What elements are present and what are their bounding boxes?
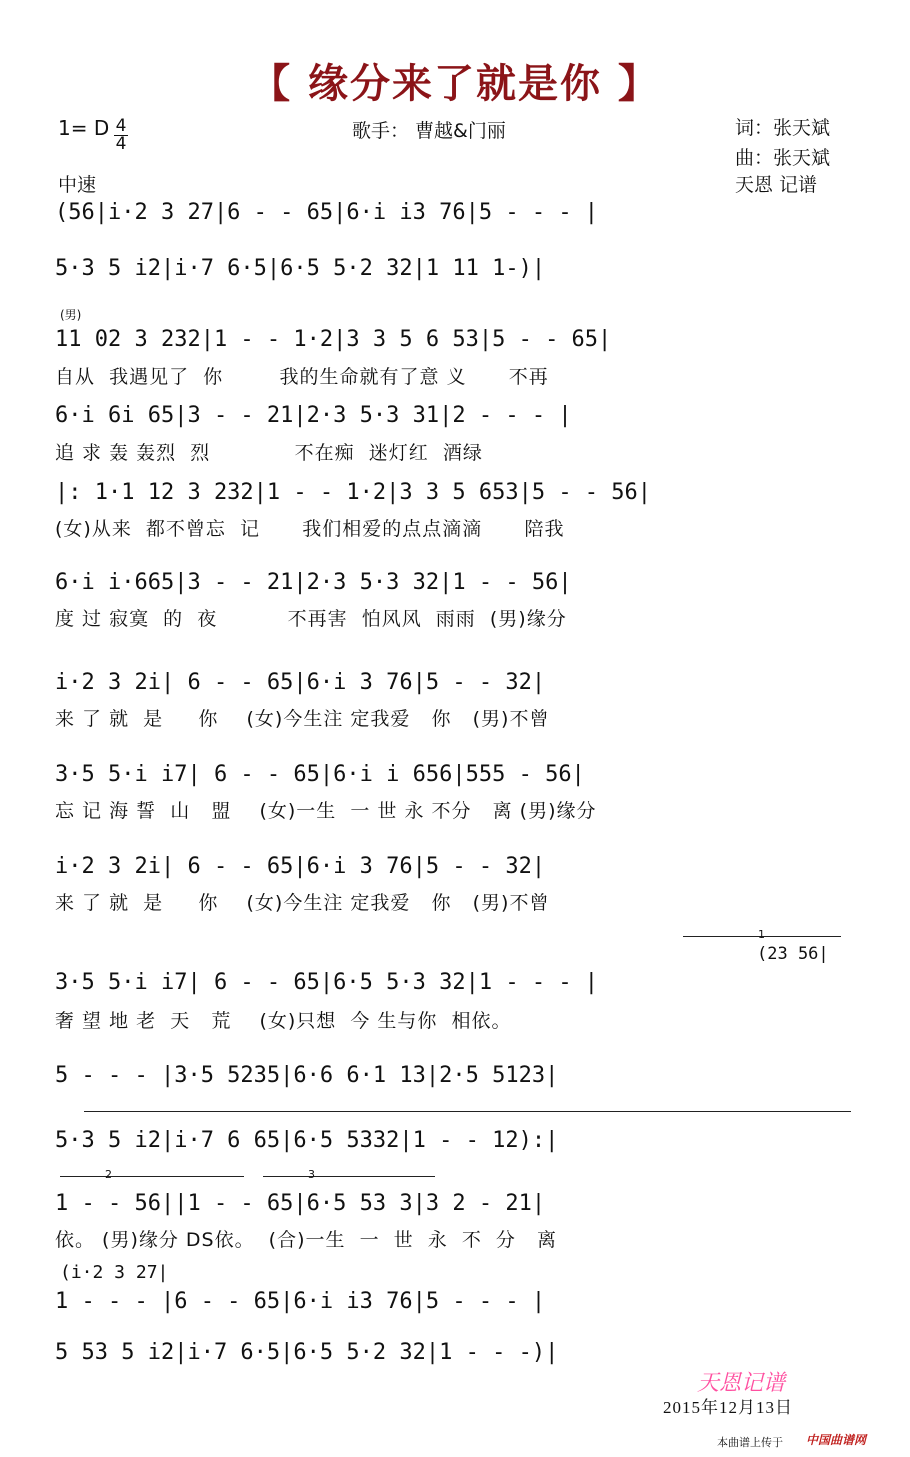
lyrics-row-4: 追 求 轰 轰烈 烈 不在痴 迷灯红 酒绿 [55, 442, 483, 464]
date: 2015年12月13日 [663, 1398, 793, 1417]
transcriber: 天恩 记谱 [735, 174, 818, 196]
footer-text: 本曲谱上传于 [717, 1436, 783, 1449]
volta-line-2 [60, 1176, 244, 1177]
singer: 歌手： 曹越&门丽 [352, 120, 506, 142]
volta-1-notes: (23 56| [757, 944, 829, 964]
site-logo[interactable]: 中国曲谱网 [806, 1433, 867, 1447]
page-title: 【 缘分来了就是你 】 [250, 61, 660, 107]
volta-1-label: 1 [758, 928, 765, 941]
score-row-11: 5 - - - |3·5 5235|6·6 6·1 13|2·5 5123| [55, 1063, 559, 1088]
volta-2-label: 2 [105, 1168, 112, 1181]
score-row-12: 5·3 5 i2|i·7 6 65|6·5 5332|1 - - 12):| [55, 1128, 559, 1153]
repeat-span-line [84, 1111, 851, 1112]
score-row-2: 5·3 5 i2|i·7 6·5|6·5 5·2 32|1 11 1-)| [55, 256, 546, 281]
score-row-5: |: 1·1 12 3 232|1 - - 1·2|3 3 5 653|5 - - 56| [55, 480, 652, 505]
lyrics-row-8: 忘 记 海 誓 山 盟 (女)一生 一 世 永 不分 离 (男)缘分 [55, 800, 597, 822]
lyricist: 词：张天斌 [735, 117, 831, 139]
transcriber-stamp: 天恩记谱 [697, 1371, 786, 1396]
time-signature-bottom: 4 [115, 134, 127, 154]
score-row-10: 3·5 5·i i7| 6 - - 65|6·5 5·3 32|1 - - - | [55, 970, 599, 995]
score-row-14: (i·2 3 27| [60, 1262, 169, 1283]
score-row-1: (56|i·2 3 27|6 - - 65|6·i i3 76|5 - - - | [55, 200, 599, 225]
score-row-7: i·2 3 2i| 6 - - 65|6·i 3 76|5 - - 32| [55, 670, 546, 695]
lyrics-row-9: 来 了 就 是 你 (女)今生注 定我爱 你 (男)不曾 [55, 892, 550, 914]
lyrics-row-13: 依。 (男)缘分 DS依。 (合)一生 一 世 永 不 分 离 [55, 1229, 558, 1251]
male-marker: (男) [60, 308, 82, 322]
score-row-15: 1 - - - |6 - - 65|6·i i3 76|5 - - - | [55, 1289, 546, 1314]
time-signature [114, 118, 128, 153]
score-row-8: 3·5 5·i i7| 6 - - 65|6·i i 656|555 - 56| [55, 762, 585, 787]
score-row-4: 6·i 6i 65|3 - - 21|2·3 5·3 31|2 - - - | [55, 403, 572, 428]
score-row-6: 6·i i·665|3 - - 21|2·3 5·3 32|1 - - 56| [55, 570, 572, 595]
score-row-16: 5 53 5 i2|i·7 6·5|6·5 5·2 32|1 - - -)| [55, 1340, 559, 1365]
time-signature-top: 4 [115, 116, 127, 136]
score-row-13: 1 - - 56||1 - - 65|6·5 53 3|3 2 - 21| [55, 1191, 546, 1216]
key-signature: 1= D [58, 116, 110, 140]
score-row-9: i·2 3 2i| 6 - - 65|6·i 3 76|5 - - 32| [55, 854, 546, 879]
lyrics-row-3: 自从 我遇见了 你 我的生命就有了意 义 不再 [55, 366, 549, 388]
tempo: 中速 [58, 174, 97, 196]
lyrics-row-6: 度 过 寂寞 的 夜 不再害 怕风风 雨雨 (男)缘分 [55, 608, 567, 630]
lyrics-row-7: 来 了 就 是 你 (女)今生注 定我爱 你 (男)不曾 [55, 708, 550, 730]
volta-3-label: 3 [308, 1168, 315, 1181]
lyrics-row-5: (女)从来 都不曾忘 记 我们相爱的点点滴滴 陪我 [55, 518, 565, 540]
score-row-3: 11 02 3 232|1 - - 1·2|3 3 5 6 53|5 - - 65| [55, 327, 612, 352]
lyrics-row-10: 奢 望 地 老 天 荒 (女)只想 今 生与你 相依。 [55, 1010, 512, 1032]
volta-line-3 [263, 1176, 435, 1177]
composer: 曲：张天斌 [735, 147, 831, 169]
